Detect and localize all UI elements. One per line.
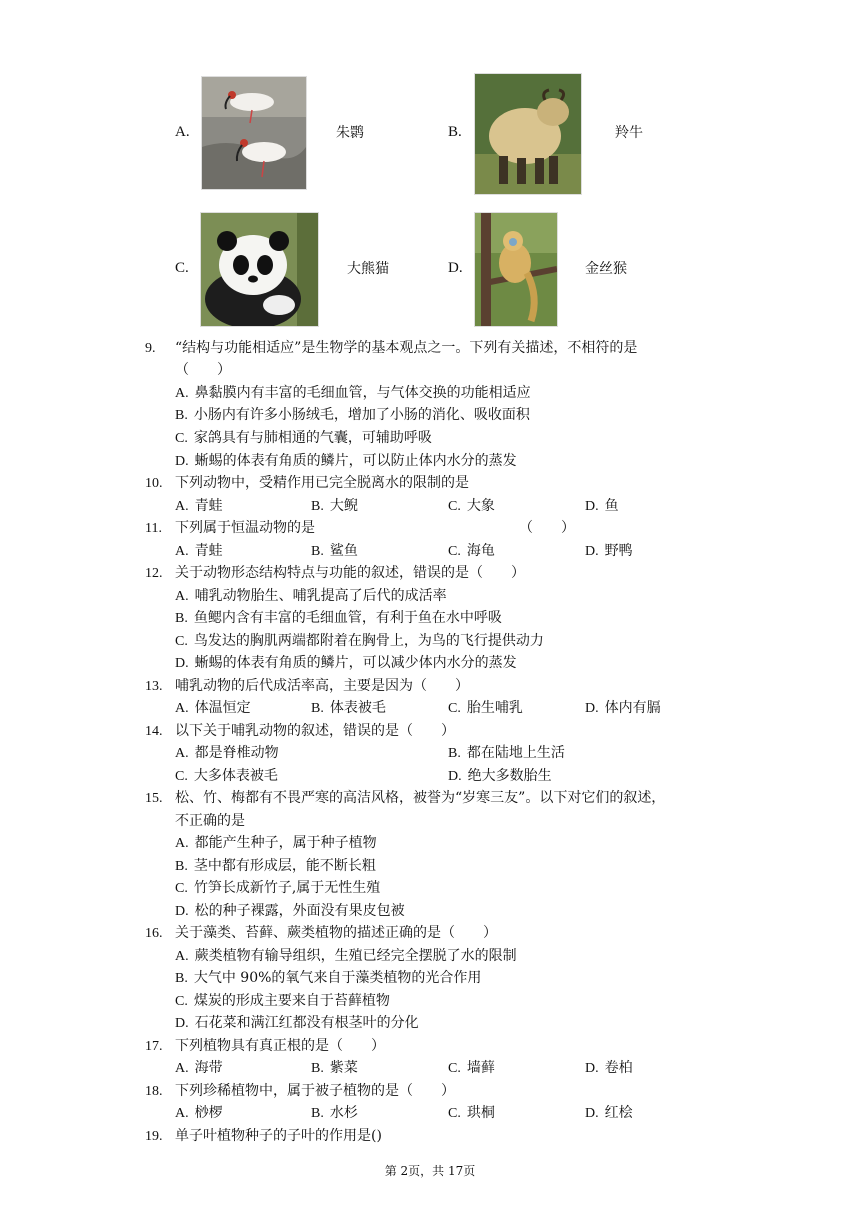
- question-18-text: 下列珍稀植物中，属于被子植物的是（ ）: [175, 1083, 455, 1099]
- question-11: 11. 下列属于恒温动物的是: [145, 520, 315, 536]
- q15-option-b: B. 茎中都有形成层，能不断长粗: [175, 858, 376, 874]
- crested-ibis-photo-icon: [201, 76, 307, 190]
- q12-option-a: A. 哺乳动物胎生、哺乳提高了后代的成活率: [175, 588, 447, 604]
- question-17: 17. 下列植物具有真正根的是（ ）: [145, 1038, 385, 1054]
- question-19: 19. 单子叶植物种子的子叶的作用是(): [145, 1128, 382, 1144]
- question-13-text: 哺乳动物的后代成活率高，主要是因为（ ）: [175, 678, 469, 694]
- q15-option-c: C. 竹笋长成新竹子,属于无性生殖: [175, 880, 381, 896]
- q18-option-a: A. 桫椤: [175, 1105, 223, 1121]
- q15-option-d: D. 松的种子裸露，外面没有果皮包被: [175, 903, 405, 919]
- q16-option-c: C. 煤炭的形成主要来自于苔藓植物: [175, 993, 390, 1009]
- q17-option-d: D. 卷柏: [585, 1060, 633, 1076]
- q8-option-c-letter: C.: [175, 260, 189, 276]
- q8-option-a-letter: A.: [175, 124, 190, 140]
- question-11-answer-paren: （ ）: [519, 520, 575, 536]
- question-18: 18. 下列珍稀植物中，属于被子植物的是（ ）: [145, 1083, 455, 1099]
- q16-option-a: A. 蕨类植物有输导组织，生殖已经完全摆脱了水的限制: [175, 948, 517, 964]
- q10-option-c: C. 大象: [448, 498, 495, 514]
- q14-option-c: C. 大多体表被毛: [175, 768, 278, 784]
- q13-option-a: A. 体温恒定: [175, 700, 251, 716]
- question-15-text: 松、竹、梅都有不畏严寒的高洁风格，被誉为“岁寒三友”。以下对它们的叙述，: [175, 790, 666, 806]
- q12-option-c: C. 鸟发达的胸肌两端都附着在胸骨上，为鸟的飞行提供动力: [175, 633, 544, 649]
- q9-option-c: C. 家鸽具有与肺相通的气囊，可辅助呼吸: [175, 430, 432, 446]
- giant-panda-photo-icon: [200, 212, 319, 327]
- question-9-text: “结构与功能相适应”是生物学的基本观点之一。下列有关描述，不相符的是: [175, 340, 638, 356]
- q13-option-c: C. 胎生哺乳: [448, 700, 523, 716]
- q12-option-b: B. 鱼鳃内含有丰富的毛细血管，有利于鱼在水中呼吸: [175, 610, 502, 626]
- question-19-text: 单子叶植物种子的子叶的作用是(): [175, 1128, 382, 1144]
- q16-option-d: D. 石花菜和满江红都没有根茎叶的分化: [175, 1015, 419, 1031]
- q18-option-c: C. 珙桐: [448, 1105, 495, 1121]
- question-17-text: 下列植物具有真正根的是（ ）: [175, 1038, 385, 1054]
- golden-monkey-photo-icon: [474, 212, 558, 327]
- question-15-continuation: 不正确的是: [175, 813, 245, 829]
- q11-option-c: C. 海龟: [448, 543, 495, 559]
- q14-option-d: D. 绝大多数胎生: [448, 768, 552, 784]
- page-number-footer: 第 2页，共 17页: [384, 1164, 476, 1178]
- q8-option-b-letter: B.: [448, 124, 462, 140]
- q11-option-d: D. 野鸭: [585, 543, 633, 559]
- q18-option-b: B. 水杉: [311, 1105, 358, 1121]
- question-10: 10. 下列动物中，受精作用已完全脱离水的限制的是: [145, 475, 469, 491]
- question-16-text: 关于藻类、苔藓、蕨类植物的描述正确的是（ ）: [175, 925, 497, 941]
- question-16: 16. 关于藻类、苔藓、蕨类植物的描述正确的是（ ）: [145, 925, 497, 941]
- q10-option-a: A. 青蛙: [175, 498, 223, 514]
- q17-option-a: A. 海带: [175, 1060, 223, 1076]
- question-12: 12. 关于动物形态结构特点与功能的叙述，错误的是（ ）: [145, 565, 525, 581]
- q8-option-c-name: 大熊猫: [347, 261, 389, 277]
- question-15: 15. 松、竹、梅都有不畏严寒的高洁风格，被誉为“岁寒三友”。以下对它们的叙述，: [145, 790, 666, 806]
- q8-option-d-letter: D.: [448, 260, 463, 276]
- q11-option-b: B. 鲨鱼: [311, 543, 358, 559]
- question-9: 9. “结构与功能相适应”是生物学的基本观点之一。下列有关描述，不相符的是: [145, 340, 638, 356]
- question-14-text: 以下关于哺乳动物的叙述，错误的是（ ）: [175, 723, 455, 739]
- q8-option-b-name: 羚牛: [615, 125, 643, 141]
- q9-option-a: A. 鼻黏膜内有丰富的毛细血管，与气体交换的功能相适应: [175, 385, 531, 401]
- q11-option-a: A. 青蛙: [175, 543, 223, 559]
- q13-option-b: B. 体表被毛: [311, 700, 386, 716]
- q10-option-b: B. 大鲵: [311, 498, 358, 514]
- question-10-text: 下列动物中，受精作用已完全脱离水的限制的是: [175, 475, 469, 491]
- q17-option-c: C. 墙藓: [448, 1060, 495, 1076]
- q14-option-b: B. 都在陆地上生活: [448, 745, 565, 761]
- question-9-continuation: （ ）: [175, 362, 231, 378]
- q14-option-a: A. 都是脊椎动物: [175, 745, 279, 761]
- question-11-text: 下列属于恒温动物的是: [175, 520, 315, 536]
- question-13: 13. 哺乳动物的后代成活率高，主要是因为（ ）: [145, 678, 469, 694]
- q15-option-a: A. 都能产生种子，属于种子植物: [175, 835, 377, 851]
- question-12-text: 关于动物形态结构特点与功能的叙述，错误的是（ ）: [175, 565, 525, 581]
- q8-option-a-name: 朱鹮: [336, 125, 364, 141]
- q9-option-b: B. 小肠内有许多小肠绒毛，增加了小肠的消化、吸收面积: [175, 407, 530, 423]
- q8-option-d-name: 金丝猴: [585, 261, 627, 277]
- q17-option-b: B. 紫菜: [311, 1060, 358, 1076]
- q13-option-d: D. 体内有膈: [585, 700, 661, 716]
- q12-option-d: D. 蜥蜴的体表有角质的鳞片，可以减少体内水分的蒸发: [175, 655, 517, 671]
- q10-option-d: D. 鱼: [585, 498, 619, 514]
- q9-option-d: D. 蜥蜴的体表有角质的鳞片，可以防止体内水分的蒸发: [175, 453, 517, 469]
- question-14: 14. 以下关于哺乳动物的叙述，错误的是（ ）: [145, 723, 455, 739]
- q16-option-b: B. 大气中 90%的氧气来自于藻类植物的光合作用: [175, 970, 482, 986]
- q18-option-d: D. 红桧: [585, 1105, 633, 1121]
- takin-photo-icon: [474, 73, 582, 195]
